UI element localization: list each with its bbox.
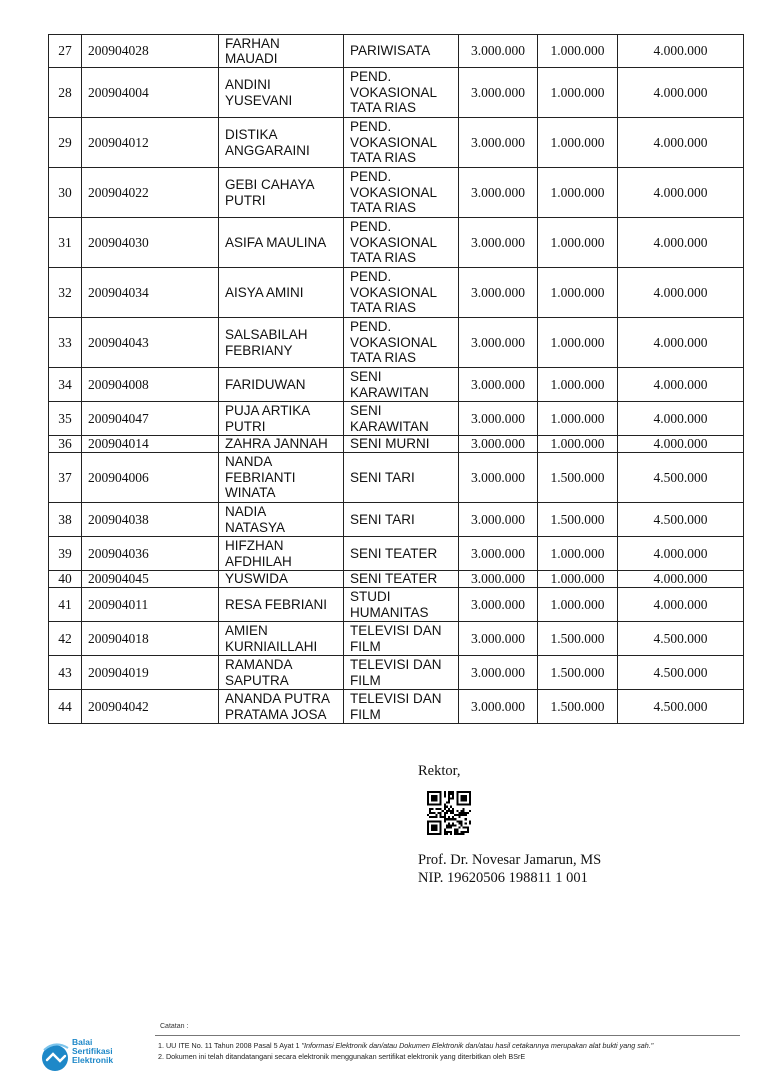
- signatory-nip: NIP. 19620506 198811 1 001: [418, 870, 588, 886]
- row-number: 40: [49, 571, 82, 588]
- table-row: [49, 218, 744, 268]
- table-row: [49, 368, 744, 402]
- table-row: [49, 268, 744, 318]
- amount-a: 3.000.000: [459, 622, 538, 656]
- amount-b: 1.000.000: [538, 571, 618, 588]
- student-id: 200904014: [82, 436, 219, 453]
- amount-b: 1.500.000: [538, 622, 618, 656]
- scholarship-table: [48, 34, 744, 724]
- signature-title: Rektor,: [418, 763, 461, 779]
- amount-b: 1.500.000: [538, 656, 618, 690]
- amount-b: 1.000.000: [538, 402, 618, 436]
- amount-a: 3.000.000: [459, 588, 538, 622]
- study-program: PEND. VOKASIONAL TATA RIAS: [344, 168, 459, 218]
- student-id: 200904008: [82, 368, 219, 402]
- table-row: [49, 588, 744, 622]
- row-number: 28: [49, 68, 82, 118]
- amount-a: 3.000.000: [459, 503, 538, 537]
- student-id: 200904019: [82, 656, 219, 690]
- student-name: PUJA ARTIKA PUTRI: [219, 402, 344, 436]
- table-row: [49, 402, 744, 436]
- amount-total: 4.000.000: [618, 168, 744, 218]
- student-name: HIFZHAN AFDHILAH: [219, 537, 344, 571]
- study-program: STUDI HUMANITAS: [344, 588, 459, 622]
- student-id: 200904018: [82, 622, 219, 656]
- student-name: NANDA FEBRIANTI WINATA: [219, 453, 344, 503]
- amount-a: 3.000.000: [459, 218, 538, 268]
- catatan-label: Catatan :: [160, 1023, 189, 1030]
- study-program: SENI KARAWITAN: [344, 402, 459, 436]
- student-name: RESA FEBRIANI: [219, 588, 344, 622]
- row-number: 35: [49, 402, 82, 436]
- row-number: 42: [49, 622, 82, 656]
- amount-b: 1.000.000: [538, 168, 618, 218]
- student-name: RAMANDA SAPUTRA: [219, 656, 344, 690]
- study-program: PARIWISATA: [344, 35, 459, 68]
- student-id: 200904043: [82, 318, 219, 368]
- study-program: SENI TEATER: [344, 537, 459, 571]
- student-name: FARHAN MAUADI: [219, 35, 344, 68]
- amount-b: 1.500.000: [538, 453, 618, 503]
- amount-b: 1.000.000: [538, 68, 618, 118]
- bsre-logo-text: Balai Sertifikasi Elektronik: [72, 1037, 114, 1065]
- amount-total: 4.500.000: [618, 656, 744, 690]
- amount-total: 4.000.000: [618, 68, 744, 118]
- amount-total: 4.000.000: [618, 35, 744, 68]
- student-id: 200904006: [82, 453, 219, 503]
- amount-total: 4.000.000: [618, 368, 744, 402]
- study-program: PEND. VOKASIONAL TATA RIAS: [344, 118, 459, 168]
- table-row: [49, 35, 744, 68]
- student-id: 200904045: [82, 571, 219, 588]
- student-name: GEBI CAHAYA PUTRI: [219, 168, 344, 218]
- table-row: [49, 571, 744, 588]
- amount-a: 3.000.000: [459, 168, 538, 218]
- student-id: 200904022: [82, 168, 219, 218]
- amount-b: 1.000.000: [538, 218, 618, 268]
- student-name: ANDINI YUSEVANI: [219, 68, 344, 118]
- amount-a: 3.000.000: [459, 656, 538, 690]
- student-name: YUSWIDA: [219, 571, 344, 588]
- row-number: 43: [49, 656, 82, 690]
- amount-a: 3.000.000: [459, 453, 538, 503]
- student-name: AISYA AMINI: [219, 268, 344, 318]
- amount-b: 1.500.000: [538, 503, 618, 537]
- study-program: SENI MURNI: [344, 436, 459, 453]
- student-name: ANANDA PUTRA PRATAMA JOSA: [219, 690, 344, 724]
- amount-b: 1.000.000: [538, 268, 618, 318]
- table-row: [49, 68, 744, 118]
- study-program: TELEVISI DAN FILM: [344, 656, 459, 690]
- amount-a: 3.000.000: [459, 690, 538, 724]
- row-number: 32: [49, 268, 82, 318]
- amount-a: 3.000.000: [459, 368, 538, 402]
- amount-a: 3.000.000: [459, 318, 538, 368]
- amount-a: 3.000.000: [459, 571, 538, 588]
- qr-code-icon: [427, 791, 471, 835]
- student-id: 200904030: [82, 218, 219, 268]
- amount-total: 4.000.000: [618, 318, 744, 368]
- footer-note-2: 2. Dokumen ini telah ditandatangani secara elektronik menggunakan sertifikat elektronik yang diterbitkan oleh BSrE: [158, 1052, 526, 1061]
- amount-b: 1.000.000: [538, 118, 618, 168]
- row-number: 44: [49, 690, 82, 724]
- signature-block: [418, 851, 601, 887]
- student-id: 200904011: [82, 588, 219, 622]
- student-id: 200904012: [82, 118, 219, 168]
- row-number: 30: [49, 168, 82, 218]
- student-id: 200904034: [82, 268, 219, 318]
- amount-total: 4.000.000: [618, 218, 744, 268]
- student-name: DISTIKA ANGGARAINI: [219, 118, 344, 168]
- table-row: [49, 537, 744, 571]
- amount-a: 3.000.000: [459, 118, 538, 168]
- footer-note-1: 1. UU ITE No. 11 Tahun 2008 Pasal 5 Ayat 1 "Informasi Elektronik dan/atau Dokumen Elektronik dan/atau hasil cetakannya merupakan alat bukti yang sah.": [158, 1041, 654, 1050]
- student-name: AMIEN KURNIAILLAHI: [219, 622, 344, 656]
- row-number: 33: [49, 318, 82, 368]
- student-id: 200904042: [82, 690, 219, 724]
- table-body: [49, 35, 744, 724]
- amount-total: 4.500.000: [618, 622, 744, 656]
- amount-a: 3.000.000: [459, 402, 538, 436]
- student-id: 200904004: [82, 68, 219, 118]
- amount-b: 1.000.000: [538, 35, 618, 68]
- amount-total: 4.000.000: [618, 118, 744, 168]
- student-id: 200904047: [82, 402, 219, 436]
- amount-a: 3.000.000: [459, 537, 538, 571]
- amount-b: 1.000.000: [538, 318, 618, 368]
- amount-a: 3.000.000: [459, 68, 538, 118]
- student-id: 200904038: [82, 503, 219, 537]
- table-row: [49, 436, 744, 453]
- study-program: PEND. VOKASIONAL TATA RIAS: [344, 268, 459, 318]
- study-program: PEND. VOKASIONAL TATA RIAS: [344, 218, 459, 268]
- amount-b: 1.000.000: [538, 537, 618, 571]
- study-program: SENI TARI: [344, 503, 459, 537]
- study-program: PEND. VOKASIONAL TATA RIAS: [344, 318, 459, 368]
- table-row: [49, 622, 744, 656]
- amount-b: 1.000.000: [538, 588, 618, 622]
- row-number: 34: [49, 368, 82, 402]
- table-row: [49, 118, 744, 168]
- student-name: FARIDUWAN: [219, 368, 344, 402]
- amount-total: 4.500.000: [618, 690, 744, 724]
- footer: [0, 1018, 768, 1087]
- row-number: 39: [49, 537, 82, 571]
- amount-total: 4.500.000: [618, 503, 744, 537]
- study-program: SENI TARI: [344, 453, 459, 503]
- student-id: 200904028: [82, 35, 219, 68]
- row-number: 31: [49, 218, 82, 268]
- amount-total: 4.000.000: [618, 537, 744, 571]
- row-number: 38: [49, 503, 82, 537]
- amount-b: 1.000.000: [538, 436, 618, 453]
- table-row: [49, 656, 744, 690]
- table-row: [49, 690, 744, 724]
- amount-a: 3.000.000: [459, 35, 538, 68]
- study-program: SENI TEATER: [344, 571, 459, 588]
- amount-b: 1.000.000: [538, 368, 618, 402]
- table-row: [49, 168, 744, 218]
- row-number: 27: [49, 35, 82, 68]
- student-name: NADIA NATASYA: [219, 503, 344, 537]
- row-number: 37: [49, 453, 82, 503]
- amount-total: 4.000.000: [618, 402, 744, 436]
- amount-total: 4.000.000: [618, 436, 744, 453]
- table-row: [49, 318, 744, 368]
- amount-total: 4.000.000: [618, 571, 744, 588]
- signatory-name: Prof. Dr. Novesar Jamarun, MS: [418, 852, 602, 868]
- student-name: ASIFA MAULINA: [219, 218, 344, 268]
- study-program: SENI KARAWITAN: [344, 368, 459, 402]
- table-row: [49, 453, 744, 503]
- student-name: ZAHRA JANNAH: [219, 436, 344, 453]
- row-number: 36: [49, 436, 82, 453]
- study-program: TELEVISI DAN FILM: [344, 622, 459, 656]
- amount-b: 1.500.000: [538, 690, 618, 724]
- amount-a: 3.000.000: [459, 436, 538, 453]
- amount-a: 3.000.000: [459, 268, 538, 318]
- row-number: 41: [49, 588, 82, 622]
- study-program: TELEVISI DAN FILM: [344, 690, 459, 724]
- amount-total: 4.000.000: [618, 588, 744, 622]
- amount-total: 4.000.000: [618, 268, 744, 318]
- student-name: SALSABILAH FEBRIANY: [219, 318, 344, 368]
- table-row: [49, 503, 744, 537]
- study-program: PEND. VOKASIONAL TATA RIAS: [344, 68, 459, 118]
- amount-total: 4.500.000: [618, 453, 744, 503]
- student-id: 200904036: [82, 537, 219, 571]
- footer-divider: [155, 1035, 740, 1036]
- row-number: 29: [49, 118, 82, 168]
